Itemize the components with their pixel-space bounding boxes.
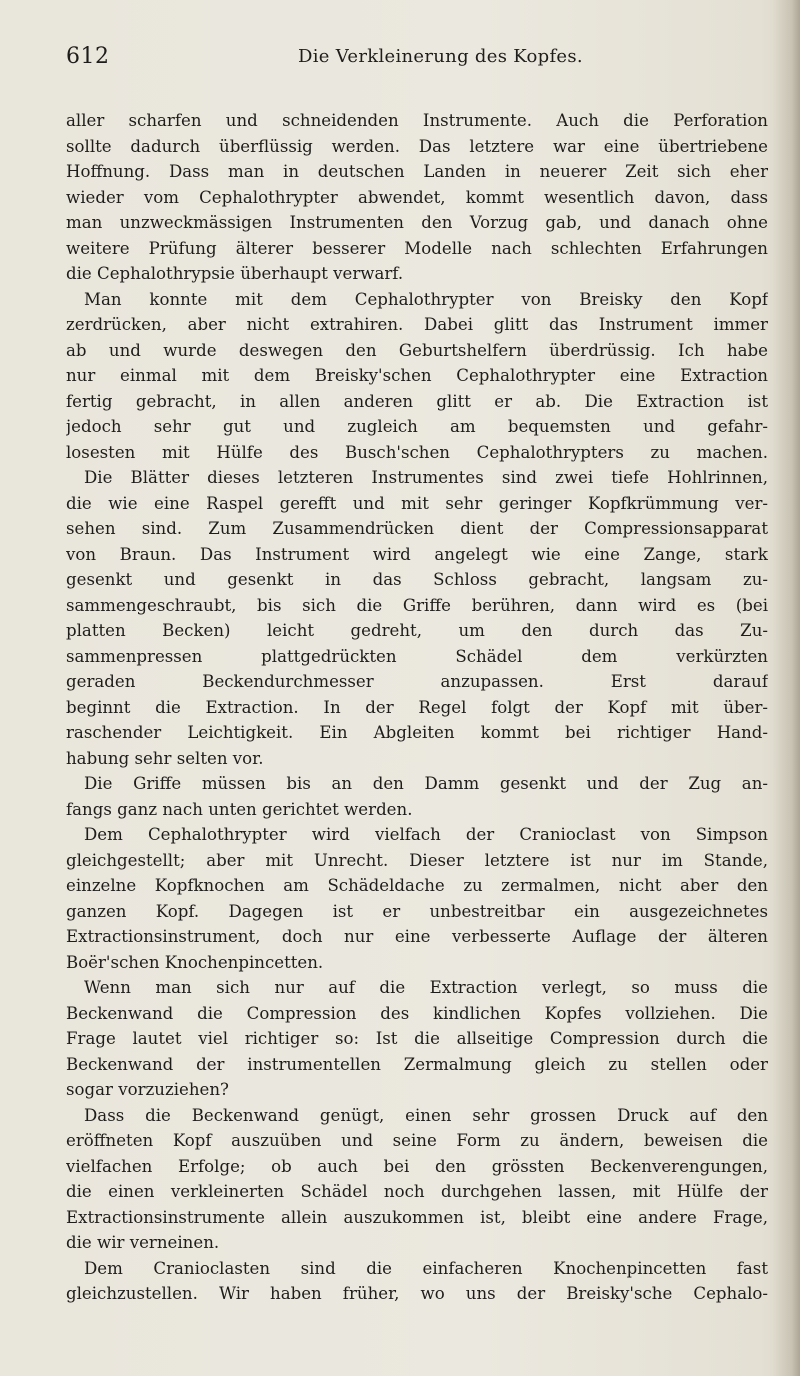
text-line: sammenpressen plattgedrückten Schädel dem verkürzten [66, 646, 768, 666]
text-line: losesten mit Hülfe des Busch'schen Cephalothrypters zu machen. [66, 442, 768, 462]
text-line: gesenkt und gesenkt in das Schloss gebracht, langsam zu- [66, 570, 768, 589]
text-line: sammengeschraubt, bis sich die Griffe berühren, dann wird es (bei [66, 595, 768, 615]
text-line: sogar vorzuziehen? [66, 1080, 229, 1099]
text-line: fangs ganz nach unten gerichtet werden. [66, 799, 413, 819]
text-line: sollte dadurch überflüssig werden. Das letztere war eine übertriebene [66, 136, 768, 156]
text-line: Hoffnung. Dass man in deutschen Landen in neuerer Zeit sich eher [66, 162, 768, 181]
text-line: aller scharfen und schneidenden Instrumente. Auch die Perforation [66, 111, 768, 130]
text-line: eröffneten Kopf auszuüben und seine Form zu ändern, beweisen die [66, 1131, 768, 1150]
text-line: weitere Prüfung älterer besserer Modelle nach schlechten Erfahrungen [66, 238, 768, 258]
text-line: Extractionsinstrument, doch nur eine verbesserte Auflage der älteren [66, 927, 768, 946]
text-line: Frage lautet viel richtiger so: Ist die allseitige Compression durch die [66, 1029, 768, 1048]
text-line: gleichzustellen. Wir haben früher, wo uns der Breisky'sche Cephalo- [66, 1284, 768, 1303]
text-line: Dem Cephalothrypter wird vielfach der Cranioclast von Simpson [84, 825, 768, 844]
text-line: die einen verkleinerten Schädel noch durchgehen lassen, mit Hülfe der [66, 1182, 768, 1201]
page-number: 612 [66, 44, 110, 69]
text-line: wieder vom Cephalothrypter abwendet, kommt wesentlich davon, dass [66, 187, 768, 207]
text-line: beginnt die Extraction. In der Regel folgt der Kopf mit über- [66, 697, 768, 717]
text-line: Boër'schen Knochenpincetten. [66, 952, 324, 972]
text-line: Dem Cranioclasten sind die einfacheren Knochenpincetten fast [84, 1258, 768, 1278]
text-line: habung sehr selten vor. [66, 748, 264, 768]
text-line: Die Blätter dieses letzteren Instrumentes sind zwei tiefe Hohlrinnen, [84, 468, 768, 487]
running-head: Die Verkleinerung des Kopfes. [298, 46, 583, 67]
body-text [66, 108, 768, 1307]
page-header [66, 44, 766, 74]
text-line: ab und wurde deswegen den Geburtshelfern überdrüssig. Ich habe [66, 340, 768, 360]
text-line: ganzen Kopf. Dagegen ist er unbestreitbar ein ausgezeichnetes [66, 901, 768, 921]
page-edge-shadow [772, 0, 800, 1376]
text-line: die wir verneinen. [66, 1233, 220, 1252]
text-line: Beckenwand der instrumentellen Zermalmung gleich zu stellen oder [66, 1054, 768, 1074]
text-line: jedoch sehr gut und zugleich am bequemsten und gefahr- [66, 417, 768, 436]
text-line: einzelne Kopfknochen am Schädeldache zu zermalmen, nicht aber den [66, 876, 768, 895]
text-line: Man konnte mit dem Cephalothrypter von Breisky den Kopf [84, 289, 768, 309]
text-line: Die Griffe müssen bis an den Damm gesenkt und der Zug an- [84, 774, 768, 793]
text-line: Wenn man sich nur auf die Extraction verlegt, so muss die [84, 978, 768, 997]
text-line: raschender Leichtigkeit. Ein Abgleiten kommt bei richtiger Hand- [66, 723, 768, 742]
text-line: nur einmal mit dem Breisky'schen Cephalothrypter eine Extraction [66, 366, 768, 385]
text-line: Extractionsinstrumente allein auszukommen ist, bleibt eine andere Frage, [66, 1207, 768, 1227]
text-line: von Braun. Das Instrument wird angelegt wie eine Zange, stark [66, 544, 768, 564]
text-line: Beckenwand die Compression des kindlichen Kopfes vollziehen. Die [66, 1003, 768, 1023]
text-line: geraden Beckendurchmesser anzupassen. Erst darauf [66, 672, 768, 691]
text-line: fertig gebracht, in allen anderen glitt er ab. Die Extraction ist [66, 391, 768, 411]
text-line: die Cephalothrypsie überhaupt verwarf. [66, 264, 404, 283]
text-line: sehen sind. Zum Zusammendrücken dient der Compressionsapparat [66, 519, 768, 538]
text-line: Dass die Beckenwand genügt, einen sehr grossen Druck auf den [84, 1105, 768, 1125]
text-line: zerdrücken, aber nicht extrahiren. Dabei glitt das Instrument immer [66, 315, 768, 334]
text-line: platten Becken) leicht gedreht, um den durch das Zu- [66, 621, 768, 640]
text-line: gleichgestellt; aber mit Unrecht. Dieser letztere ist nur im Stande, [66, 850, 768, 870]
text-line: man unzweckmässigen Instrumenten den Vorzug gab, und danach ohne [66, 213, 768, 232]
text-line: vielfachen Erfolge; ob auch bei den grössten Beckenverengungen, [66, 1156, 768, 1176]
text-line: die wie eine Raspel gerefft und mit sehr geringer Kopfkrümmung ver- [66, 493, 768, 513]
